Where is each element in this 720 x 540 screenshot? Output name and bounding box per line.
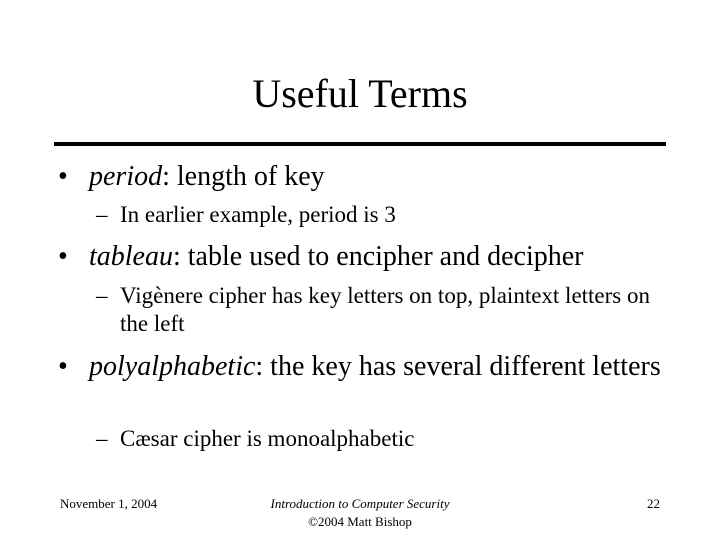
footer-center <box>230 495 490 531</box>
sub-bullet-dash: – <box>96 426 108 451</box>
sub-bullet-polyalphabetic <box>96 425 676 453</box>
term: period <box>89 161 163 192</box>
page-number: 22 <box>647 496 660 511</box>
sub-bullet-dash: – <box>96 202 108 227</box>
footer-date: November 1, 2004 <box>60 496 158 511</box>
bullet-period <box>58 160 668 193</box>
sub-bullet-period <box>96 201 676 229</box>
sub-bullet-text: In earlier example, period is 3 <box>120 202 396 227</box>
sub-bullet-tableau <box>96 282 676 338</box>
footer-copyright: ©2004 Matt Bishop <box>308 514 412 529</box>
bullet-text <box>58 160 668 193</box>
bullet-tableau <box>58 240 668 273</box>
bullet-text <box>58 240 668 273</box>
bullet-dot: • <box>58 241 68 272</box>
definition: : length of key <box>162 161 325 192</box>
definition: : table used to encipher and decipher <box>173 241 584 272</box>
term: tableau <box>89 241 173 272</box>
sub-bullet-dash: – <box>96 283 108 308</box>
bullet-dot: • <box>58 351 68 382</box>
sub-bullet-text: Vigènere cipher has key letters on top, plaintext letters on the left <box>120 283 650 336</box>
bullet-polyalphabetic <box>58 350 668 383</box>
slide-title: Useful Terms <box>252 71 468 116</box>
definition: : the key has several different letters <box>255 351 661 382</box>
title-divider <box>54 142 666 146</box>
bullet-text <box>58 350 668 383</box>
bullet-dot: • <box>58 161 68 192</box>
footer-course: Introduction to Computer Security <box>270 496 450 511</box>
term: polyalphabetic <box>89 351 256 382</box>
sub-bullet-text: Cæsar cipher is monoalphabetic <box>120 426 415 451</box>
